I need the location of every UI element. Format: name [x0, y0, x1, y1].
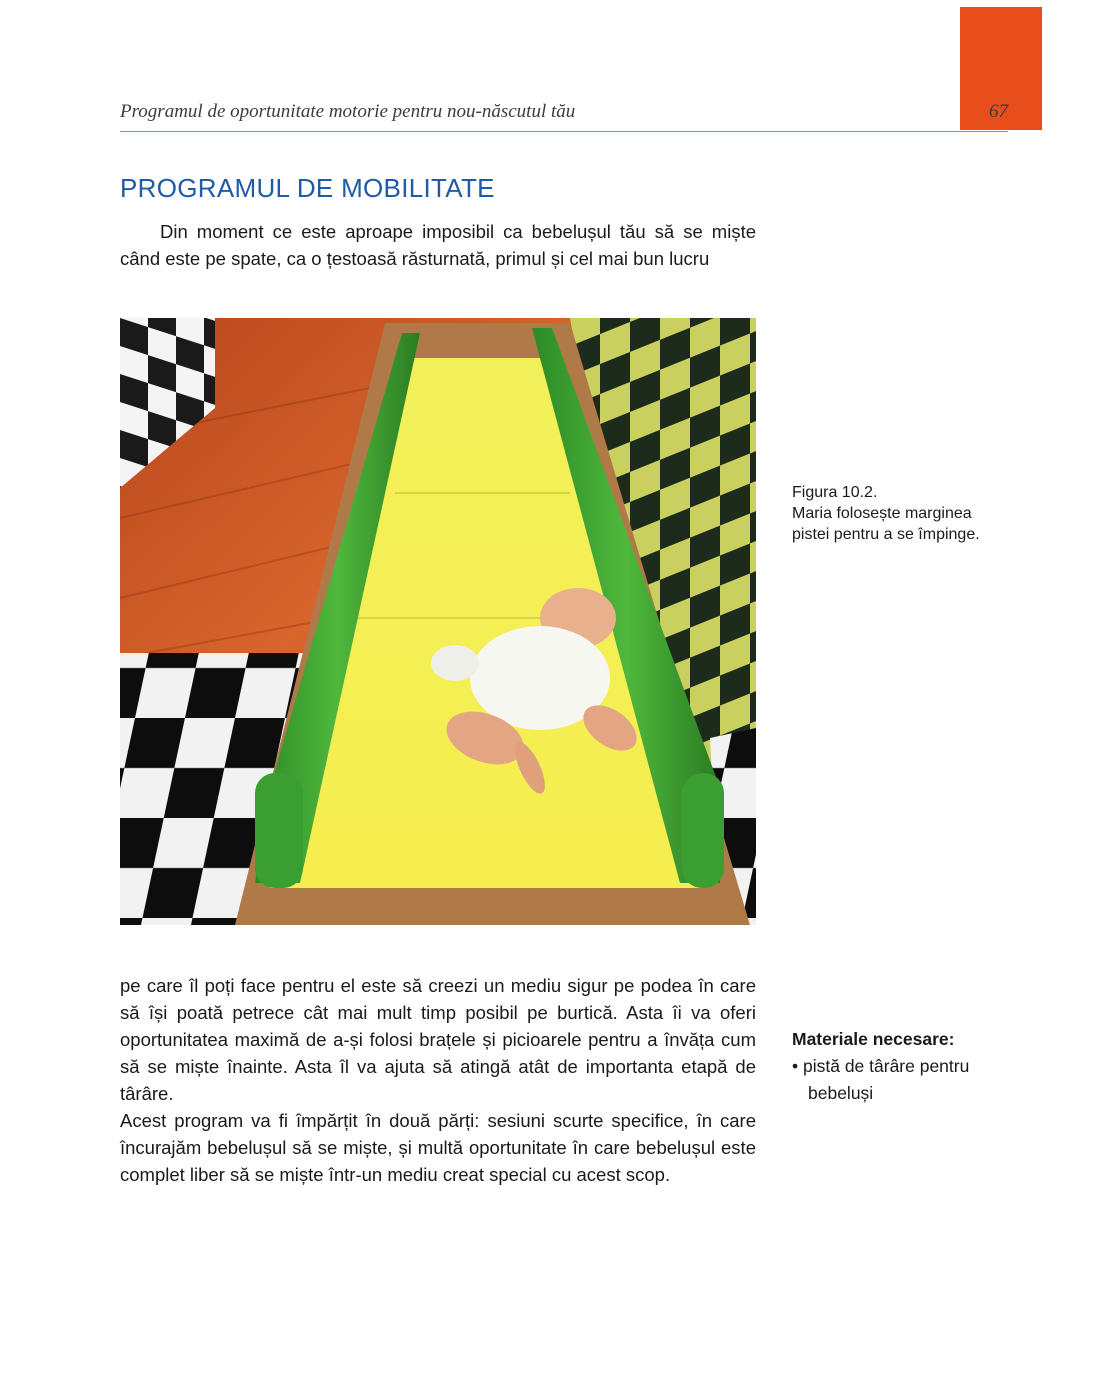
figure-label: Figura 10.2. — [792, 484, 878, 501]
page-number: 67 — [989, 101, 1008, 122]
running-header — [120, 101, 1008, 132]
section-title: PROGRAMUL DE MOBILITATE — [120, 173, 495, 203]
materials-item: • pistă de târâre pentru bebeluși — [792, 1056, 970, 1103]
body-paragraph: pe care îl poți face pentru el este să creezi un mediu sigur pe podea în care să își poată petrece cât mai mult timp posibil pe burtică. Asta îi va oferi oportunitatea maximă de a-și folosi brațele și picioarele pentru a învăța cum să se miște înainte. Asta îl va ajuta să atingă atât de importanta etapă de târâre. — [120, 975, 756, 1104]
figure-caption-line: pistei pentru a se împinge. — [792, 526, 980, 543]
running-title: Programul de oportunitate motorie pentru nou-născutul tău — [120, 101, 576, 122]
figure-caption-line: Maria folosește marginea — [792, 505, 972, 522]
intro-paragraph: Din moment ce este aproape imposibil ca bebelușul tău să se miște când este pe spate, ca o țestoasă răsturnată, primul și cel mai bun lucru — [120, 221, 756, 269]
body-text — [120, 972, 756, 1188]
figure-photo — [120, 318, 756, 925]
body-paragraph: Acest program va fi împărțit în două părți: sesiuni scurte specifice, în care încurajăm bebelușul să se miște, și multă oportunitate în care bebelușul este complet liber să se miște într-un mediu creat special cu acest scop. — [120, 1110, 756, 1185]
figure-caption — [792, 482, 1032, 545]
materials-sidebar — [792, 1026, 1032, 1107]
materials-heading: Materiale necesare: — [792, 1029, 955, 1049]
